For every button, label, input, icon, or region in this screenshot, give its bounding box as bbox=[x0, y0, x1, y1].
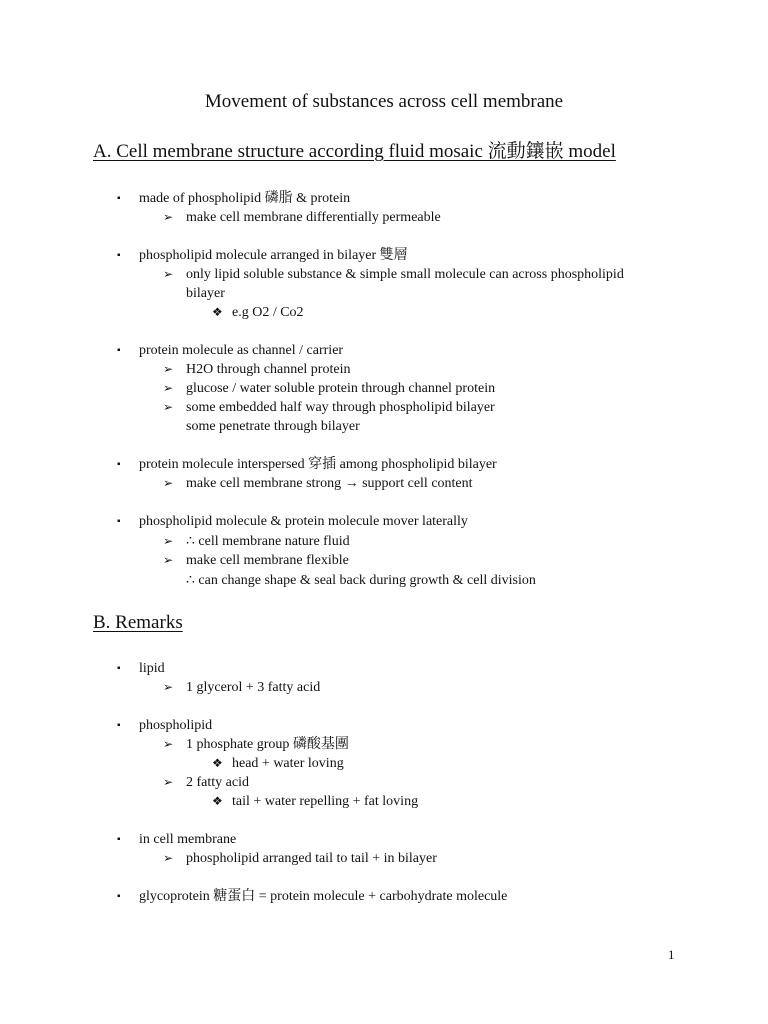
square-bullet-icon: ▪ bbox=[117, 720, 121, 731]
list-item-continuation: bilayer bbox=[186, 286, 225, 301]
list-item: protein molecule as channel / carrier bbox=[139, 343, 344, 358]
list-item: e.g O2 / Co2 bbox=[232, 305, 304, 320]
list-item: protein molecule interspersed 穿插 among phospholipid bilayer bbox=[139, 457, 497, 472]
list-item: glucose / water soluble protein through channel protein bbox=[186, 381, 496, 396]
list-item: make cell membrane differentially permeable bbox=[186, 210, 441, 225]
page-number: 1 bbox=[668, 947, 675, 962]
arrow-bullet-icon: ➢ bbox=[163, 534, 174, 548]
list-item: head + water loving bbox=[232, 756, 344, 771]
diamond-bullet-icon: ❖ bbox=[212, 305, 223, 319]
list-item: made of phospholipid 磷脂 & protein bbox=[139, 191, 351, 206]
list-item: make cell membrane flexible bbox=[186, 553, 349, 568]
list-item: phospholipid arranged tail to tail + in bilayer bbox=[186, 851, 437, 866]
section-b-heading: B. Remarks bbox=[93, 612, 183, 633]
list-item: lipid bbox=[139, 661, 165, 676]
diamond-bullet-icon: ❖ bbox=[212, 756, 223, 770]
list-item: ∴ cell membrane nature fluid bbox=[186, 534, 350, 549]
list-item: H2O through channel protein bbox=[186, 362, 351, 377]
square-bullet-icon: ▪ bbox=[117, 891, 121, 902]
arrow-bullet-icon: ➢ bbox=[163, 737, 174, 751]
list-item: phospholipid molecule arranged in bilayer 雙層 bbox=[139, 248, 408, 263]
arrow-bullet-icon: ➢ bbox=[163, 851, 174, 865]
list-item: 1 glycerol + 3 fatty acid bbox=[186, 680, 321, 695]
list-item: glycoprotein 糖蛋白 = protein molecule + carbohydrate molecule bbox=[139, 889, 508, 904]
list-item: phospholipid bbox=[139, 718, 213, 733]
square-bullet-icon: ▪ bbox=[117, 834, 121, 845]
list-item: make cell membrane strong → support cell content bbox=[186, 476, 473, 491]
arrow-bullet-icon: ➢ bbox=[163, 381, 174, 395]
square-bullet-icon: ▪ bbox=[117, 193, 121, 204]
arrow-bullet-icon: ➢ bbox=[163, 775, 174, 789]
list-item-continuation: ∴ can change shape & seal back during growth & cell division bbox=[186, 573, 536, 588]
square-bullet-icon: ▪ bbox=[117, 663, 121, 674]
arrow-bullet-icon: ➢ bbox=[163, 210, 174, 224]
square-bullet-icon: ▪ bbox=[117, 345, 121, 356]
list-item: some embedded half way through phospholipid bilayer bbox=[186, 400, 495, 415]
page-title: Movement of substances across cell membrane bbox=[204, 91, 564, 112]
square-bullet-icon: ▪ bbox=[117, 459, 121, 470]
square-bullet-icon: ▪ bbox=[117, 250, 121, 261]
arrow-bullet-icon: ➢ bbox=[163, 553, 174, 567]
arrow-bullet-icon: ➢ bbox=[163, 267, 174, 281]
diamond-bullet-icon: ❖ bbox=[212, 794, 223, 808]
list-item: only lipid soluble substance & simple small molecule can across phospholipid bbox=[186, 267, 624, 282]
list-item: 1 phosphate group 磷酸基團 bbox=[186, 737, 349, 752]
list-item: in cell membrane bbox=[139, 832, 237, 847]
arrow-bullet-icon: ➢ bbox=[163, 680, 174, 694]
list-item-continuation: some penetrate through bilayer bbox=[186, 419, 360, 434]
arrow-bullet-icon: ➢ bbox=[163, 362, 174, 376]
arrow-bullet-icon: ➢ bbox=[163, 400, 174, 414]
square-bullet-icon: ▪ bbox=[117, 516, 121, 527]
section-a-heading: A. Cell membrane structure according fluid mosaic 流動鑲嵌 model bbox=[93, 141, 616, 162]
arrow-bullet-icon: ➢ bbox=[163, 476, 174, 490]
list-item: tail + water repelling + fat loving bbox=[232, 794, 419, 809]
list-item: 2 fatty acid bbox=[186, 775, 249, 790]
list-item: phospholipid molecule & protein molecule mover laterally bbox=[139, 514, 468, 529]
